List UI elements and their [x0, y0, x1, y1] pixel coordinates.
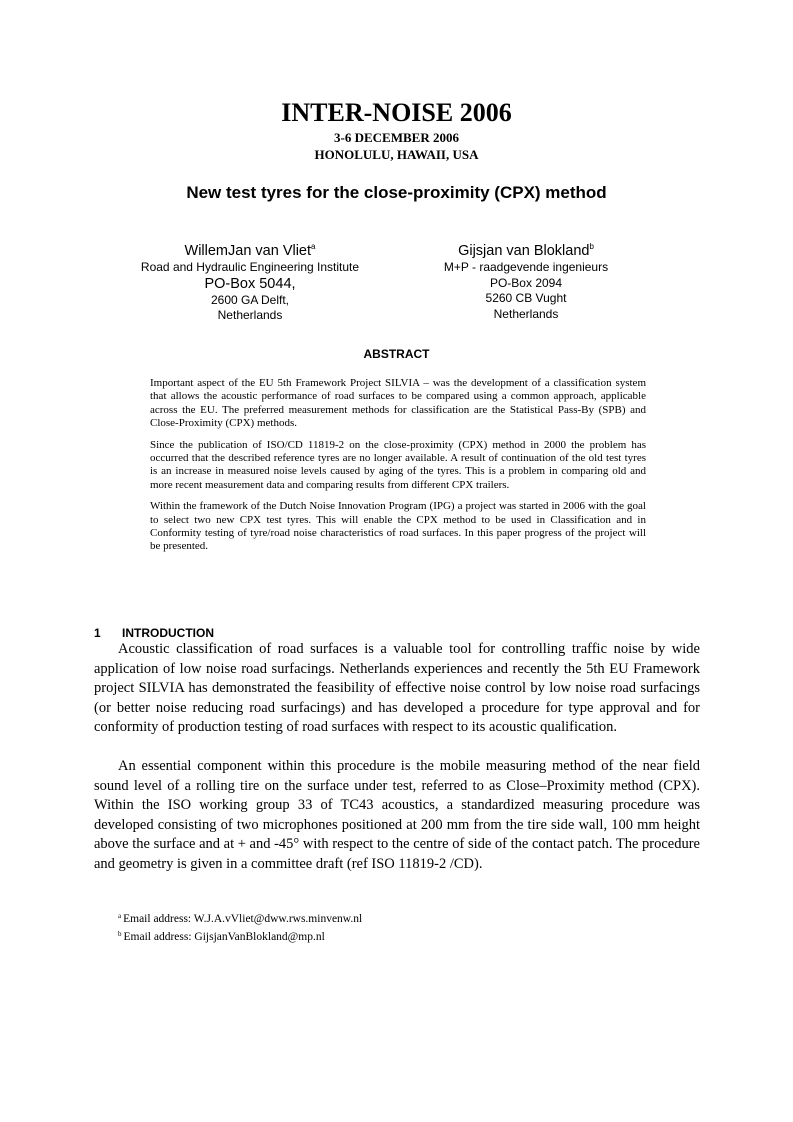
section-title: INTRODUCTION: [122, 626, 214, 640]
author-footnote-marker: b: [589, 242, 594, 251]
footnote: [118, 927, 362, 945]
author-affiliation: M+P - raadgevende ingenieurs: [443, 260, 609, 274]
conference-dates: 3-6 DECEMBER 2006: [334, 130, 459, 145]
abstract-paragraph: Within the framework of the Dutch Noise Innovation Program (IPG) a project was started in 2006 with the goal to select two new CPX test tyres. This will enable the CPX method to be used in Classification and in Conformity testing of tyre/road noise characteristics of road surfaces. In this paper progress of the project will be presented.: [150, 500, 646, 553]
section-number: 1: [94, 626, 101, 640]
footnote-marker: a: [118, 912, 122, 920]
author-address-line: 5260 CB Vught: [485, 291, 567, 305]
body-paragraph: An essential component within this procedure is the mobile measuring method of the near field sound level of a rolling tire on the surface under test, referred to as Close–Proximity method (CPX). Within the ISO working group 33 of TC43 acoustics, a standardized measuring procedure was developed consisting of two microphones positioned at 200 mm from the tire side wall, 100 mm height above the surface and at + and -45° with respect to the centre of side of the contact patch. The procedure and geometry is given in a committee draft (ref ISO 11819-2 /CD).: [94, 757, 700, 872]
section-body: [94, 640, 700, 894]
author-address-line: Netherlands: [493, 306, 559, 321]
author-address-line: PO-Box 5044,: [204, 275, 296, 292]
footnote-marker: b: [118, 930, 122, 938]
conference-location: HONOLULU, HAWAII, USA: [314, 147, 479, 162]
author-affiliation: Road and Hydraulic Engineering Institute: [140, 260, 360, 274]
paper-title: New test tyres for the close-proximity (CPX) method: [186, 183, 607, 202]
author-block-2: [396, 238, 656, 322]
footnotes: [118, 909, 362, 945]
author-address-line: Netherlands: [217, 308, 283, 322]
footnote-text: Email address: W.J.A.vVliet@dww.rws.minvenw.nl: [123, 913, 363, 925]
author-address-line: PO-Box 2094: [489, 275, 563, 290]
author-name: WillemJan van Vliet$^a$: [184, 242, 316, 259]
footnote: [118, 909, 362, 927]
author-footnote-marker: a: [311, 242, 316, 251]
abstract-paragraph: Important aspect of the EU 5th Framework Project SILVIA – was the development of a classification system that allows the acoustic performance of road surfaces to be compared using a common approach, applicable across the EU. The preferred measurement methods for classification are the Statistical Pass-By (SPB) and Close-Proximity (CPX) methods.: [150, 377, 646, 430]
abstract-body: [150, 377, 646, 562]
author-address-line: 2600 GA Delft,: [210, 292, 290, 307]
author-block-1: [120, 238, 380, 324]
abstract-paragraph: Since the publication of ISO/CD 11819-2 on the close-proximity (CPX) method in 2000 the problem has occurred that the described reference tyres are no longer available. A result of continuation of the old test tyres is an increase in measured noise levels caused by aging of the tyres. This is a problem in comparing old and more recent measurement data and comparing results from different CPX trailers.: [150, 438, 646, 491]
body-paragraph: Acoustic classification of road surfaces is a valuable tool for controlling traffic noise by wide application of low noise road surfacings. Netherlands experiences and recently the 5th EU Framework project SILVIA has demonstrated the feasibility of effective noise control by low noise road surfacings (or better noise reducing road surfacings) and has developed a procedure for type approval and for conformity of production testing of road surfaces with respect to its acoustic qualification.: [94, 641, 700, 736]
conference-title: INTER-NOISE 2006: [281, 98, 512, 127]
author-name: Gijsjan van Blokland$^b$: [458, 242, 594, 259]
abstract-heading: ABSTRACT: [363, 347, 430, 361]
section-heading: [94, 626, 214, 640]
footnote-text: Email address: GijsjanVanBlokland@mp.nl: [123, 931, 325, 943]
